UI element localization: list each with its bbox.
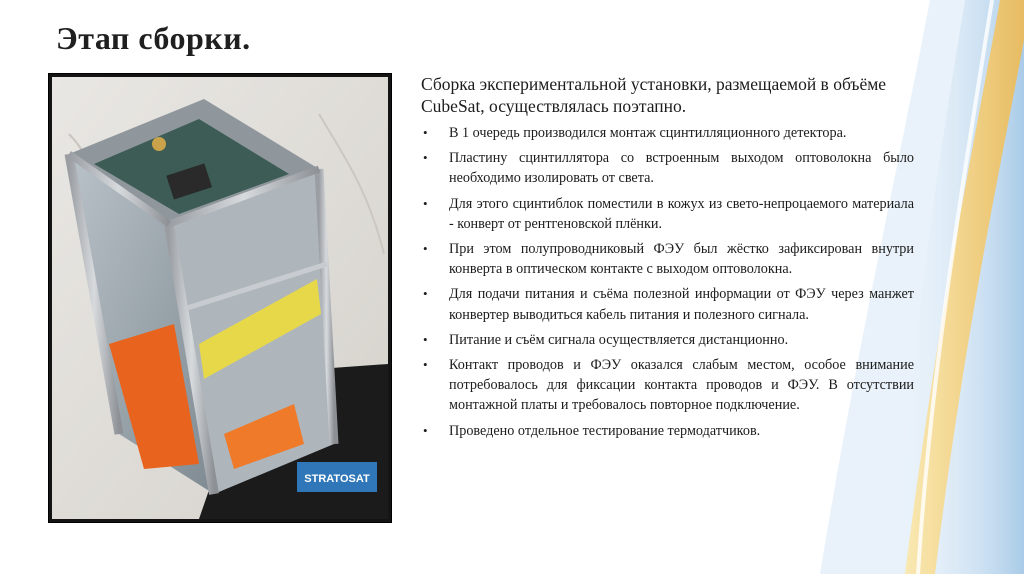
list-item <box>421 355 914 416</box>
bullet-mark: • <box>423 241 428 257</box>
list-item <box>421 239 914 279</box>
cubesat-photo <box>48 73 392 523</box>
list-item-text: При этом полупроводниковый ФЭУ был жёстко зафиксирован внутри конверта в оптическом контакте с выходом оптоволокна. <box>449 241 914 278</box>
list-item-text: Для этого сцинтиблок поместили в кожух из свето-непроцаемого материала - конверт от рентгеновской плёнки. <box>449 195 914 232</box>
list-item-text: Пластину сцинтиллятора со встроенным выходом оптоволокна было необходимо изолировать от света. <box>449 150 914 187</box>
bullet-mark: • <box>423 422 428 438</box>
bullet-mark: • <box>423 125 428 140</box>
bullet-mark: • <box>423 331 428 347</box>
cubesat-image <box>49 74 391 522</box>
bullet-mark: • <box>423 357 428 373</box>
slide-title: Этап сборки. <box>56 20 251 56</box>
list-item <box>421 123 914 143</box>
list-item-text: Проведено отдельное тестирование термодатчиков. <box>449 422 761 439</box>
board-connector <box>152 137 166 151</box>
content-block <box>421 73 914 446</box>
list-item <box>421 284 914 324</box>
list-item <box>421 421 914 441</box>
list-item <box>421 330 914 350</box>
list-item-text: Питание и съём сигнала осуществляется дистанционно. <box>449 331 789 348</box>
list-item-text: Контакт проводов и ФЭУ оказался слабым местом, особое внимание потребовалось для фиксации контакта проводов и ФЭУ. В отсутствии монтажной платы и требовалось повторное подключение. <box>449 357 914 414</box>
bullet-mark: • <box>423 286 428 302</box>
list-item <box>421 194 914 234</box>
bullet-list <box>421 123 914 441</box>
list-item-text: В 1 очередь производился монтаж сцинтилляционного детектора. <box>449 125 847 141</box>
list-item <box>421 148 914 188</box>
stratosat-label: STRATOSAT <box>304 473 370 485</box>
list-item-text: Для подачи питания и съёма полезной информации от ФЭУ через манжет конвертер выводиться кабель питания и полезного сигнала. <box>449 286 914 323</box>
lead-paragraph: Сборка экспериментальной установки, размещаемой в объёме CubeSat, осуществлялась поэтапно. <box>421 74 887 116</box>
bullet-mark: • <box>423 195 428 211</box>
bullet-mark: • <box>423 150 428 166</box>
